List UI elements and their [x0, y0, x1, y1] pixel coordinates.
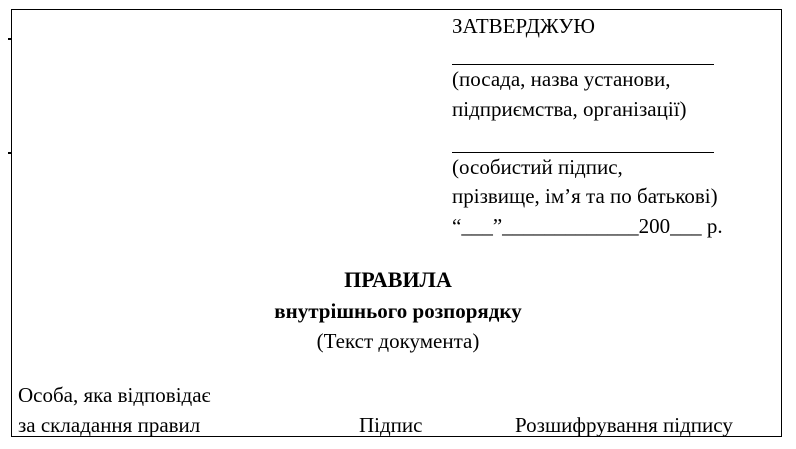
left-margin-tick: [8, 152, 11, 154]
document-title: ПРАВИЛА: [344, 267, 452, 292]
position-blank-line: [452, 64, 714, 65]
position-hint-line1: (посада, назва установи,: [452, 67, 671, 91]
signature-decoding-label: Розшифрування підпису: [515, 413, 733, 437]
responsible-person-line2: за складання правил: [18, 413, 201, 437]
approval-heading: ЗАТВЕРДЖУЮ: [452, 14, 595, 38]
approval-date-line: “___”_____________200___ р.: [452, 214, 723, 238]
document-subtitle: внутрішнього розпорядку: [274, 299, 522, 323]
signature-label: Підпис: [359, 413, 423, 437]
signature-hint-line2: прізвище, ім’я та по батькові): [452, 184, 718, 208]
signature-blank-line: [452, 152, 714, 153]
position-hint-line2: підприємства, організації): [452, 97, 687, 121]
document-body-placeholder: (Текст документа): [316, 329, 480, 353]
left-margin-tick: [8, 38, 11, 40]
responsible-person-line1: Особа, яка відповідає: [18, 383, 211, 407]
signature-hint-line1: (особистий підпис,: [452, 155, 623, 179]
